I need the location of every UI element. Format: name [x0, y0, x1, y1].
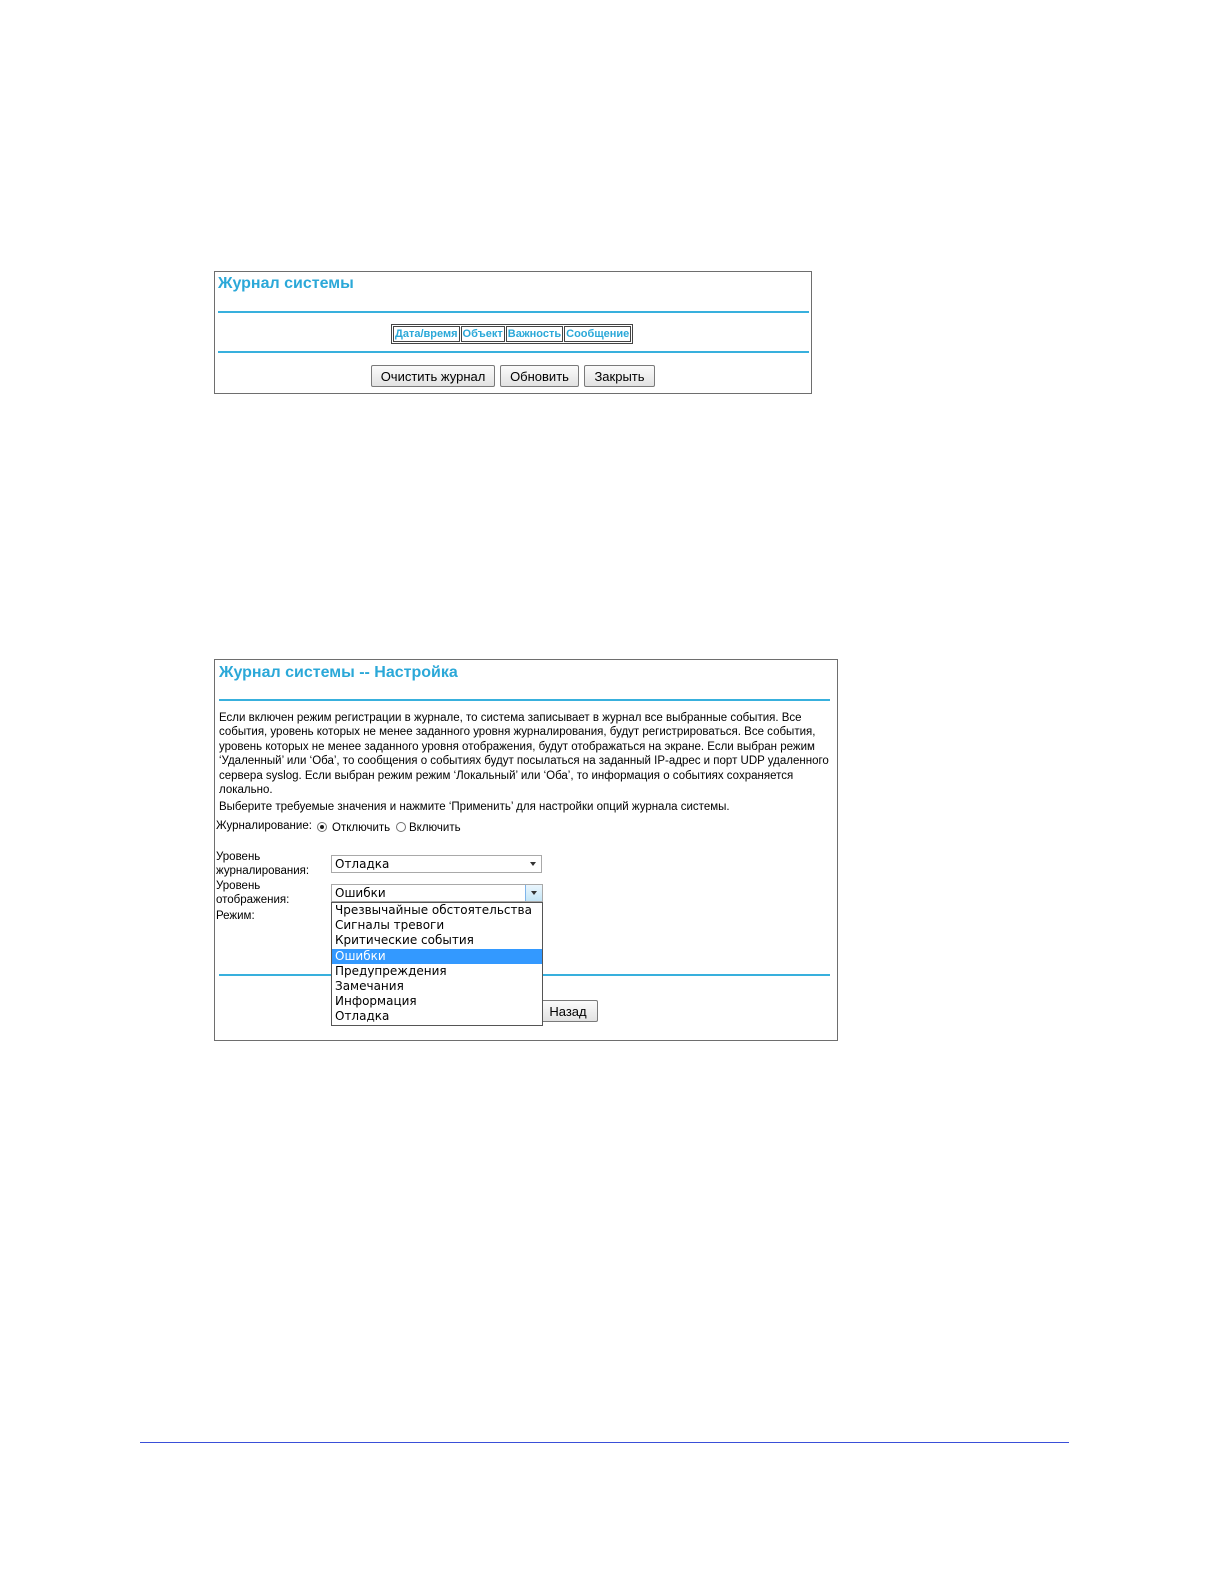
- log-table: [391, 324, 633, 344]
- display-level-dropdown: [331, 902, 543, 1026]
- dropdown-option[interactable]: Чрезвычайные обстоятельства: [335, 903, 532, 917]
- settings-title: Журнал системы -- Настройка: [219, 664, 458, 681]
- column-severity: Важность: [507, 328, 562, 340]
- column-message: Сообщение: [566, 328, 630, 340]
- dropdown-option[interactable]: Замечания: [335, 978, 404, 993]
- mode-label: Режим:: [216, 910, 255, 922]
- display-level-label-line: отображения:: [216, 894, 290, 906]
- display-level-label-line: Уровень: [216, 880, 261, 892]
- close-button[interactable]: Закрыть: [584, 365, 655, 387]
- table-divider: [218, 351, 809, 353]
- settings-instruction: Выберите требуемые значения и нажмите ‘Применить’ для настройки опций журнала системы.: [219, 801, 730, 813]
- log-table-header: [393, 326, 631, 342]
- column-datetime: Дата/время: [395, 328, 458, 340]
- log-level-label: [216, 850, 309, 878]
- settings-title-divider: [219, 699, 830, 701]
- log-level-select[interactable]: [331, 855, 542, 873]
- log-level-label-line: журналирования:: [216, 865, 310, 877]
- dropdown-option[interactable]: Критические события: [335, 933, 474, 948]
- display-level-label: [216, 879, 289, 907]
- dropdown-option[interactable]: Ошибки: [332, 949, 542, 964]
- settings-description: [219, 711, 834, 797]
- logging-label: Журналирование:: [216, 820, 312, 832]
- dropdown-option[interactable]: Предупреждения: [335, 963, 447, 978]
- display-level-select[interactable]: [331, 884, 543, 902]
- dropdown-option[interactable]: Отладка: [335, 1009, 390, 1024]
- system-log-title: Журнал системы: [218, 275, 354, 292]
- logging-on-radio[interactable]: [396, 822, 406, 832]
- chevron-down-icon[interactable]: [525, 885, 542, 901]
- logging-off-radio[interactable]: [317, 822, 327, 832]
- description-line: события, уровень которых не менее заданного уровня журналирования, будут регистрироваться. Все события,: [219, 726, 816, 739]
- logging-on-label[interactable]: Включить: [409, 822, 461, 834]
- refresh-button[interactable]: Обновить: [500, 365, 579, 387]
- dropdown-option[interactable]: Сигналы тревоги: [335, 918, 445, 933]
- title-divider: [218, 311, 809, 313]
- display-level-value: Ошибки: [335, 886, 386, 900]
- chevron-down-icon[interactable]: [525, 856, 541, 872]
- clear-log-button[interactable]: Очистить журнал: [371, 365, 495, 387]
- description-line: Если включен режим регистрации в журнале, то система записывает в журнал все выбранные события. Все: [219, 712, 802, 724]
- description-line: ‘Удаленный’ или ‘Оба’, то сообщения о событиях будут посылаться на заданный IP-адрес и порт UDP удаленного: [219, 755, 829, 768]
- back-button[interactable]: Назад: [538, 1000, 598, 1022]
- dropdown-option[interactable]: Информация: [335, 994, 417, 1009]
- system-log-panel: [214, 271, 812, 394]
- page-footer-rule: [140, 1442, 1069, 1443]
- log-level-label-line: Уровень: [216, 851, 261, 863]
- description-line: сервера syslog. Если выбран режим режим ‘Локальный’ или ‘Оба’, то информация о событиях сохраняется: [219, 769, 794, 782]
- system-log-settings-panel: [214, 659, 838, 1041]
- logging-off-label[interactable]: Отключить: [332, 822, 391, 834]
- column-object: Объект: [462, 328, 503, 340]
- description-line: уровень которых не менее заданного уровня отображения, будут отображаться на экране. Если выбран режим: [219, 740, 815, 753]
- description-line: локально.: [219, 784, 273, 797]
- log-level-value: Отладка: [335, 857, 390, 871]
